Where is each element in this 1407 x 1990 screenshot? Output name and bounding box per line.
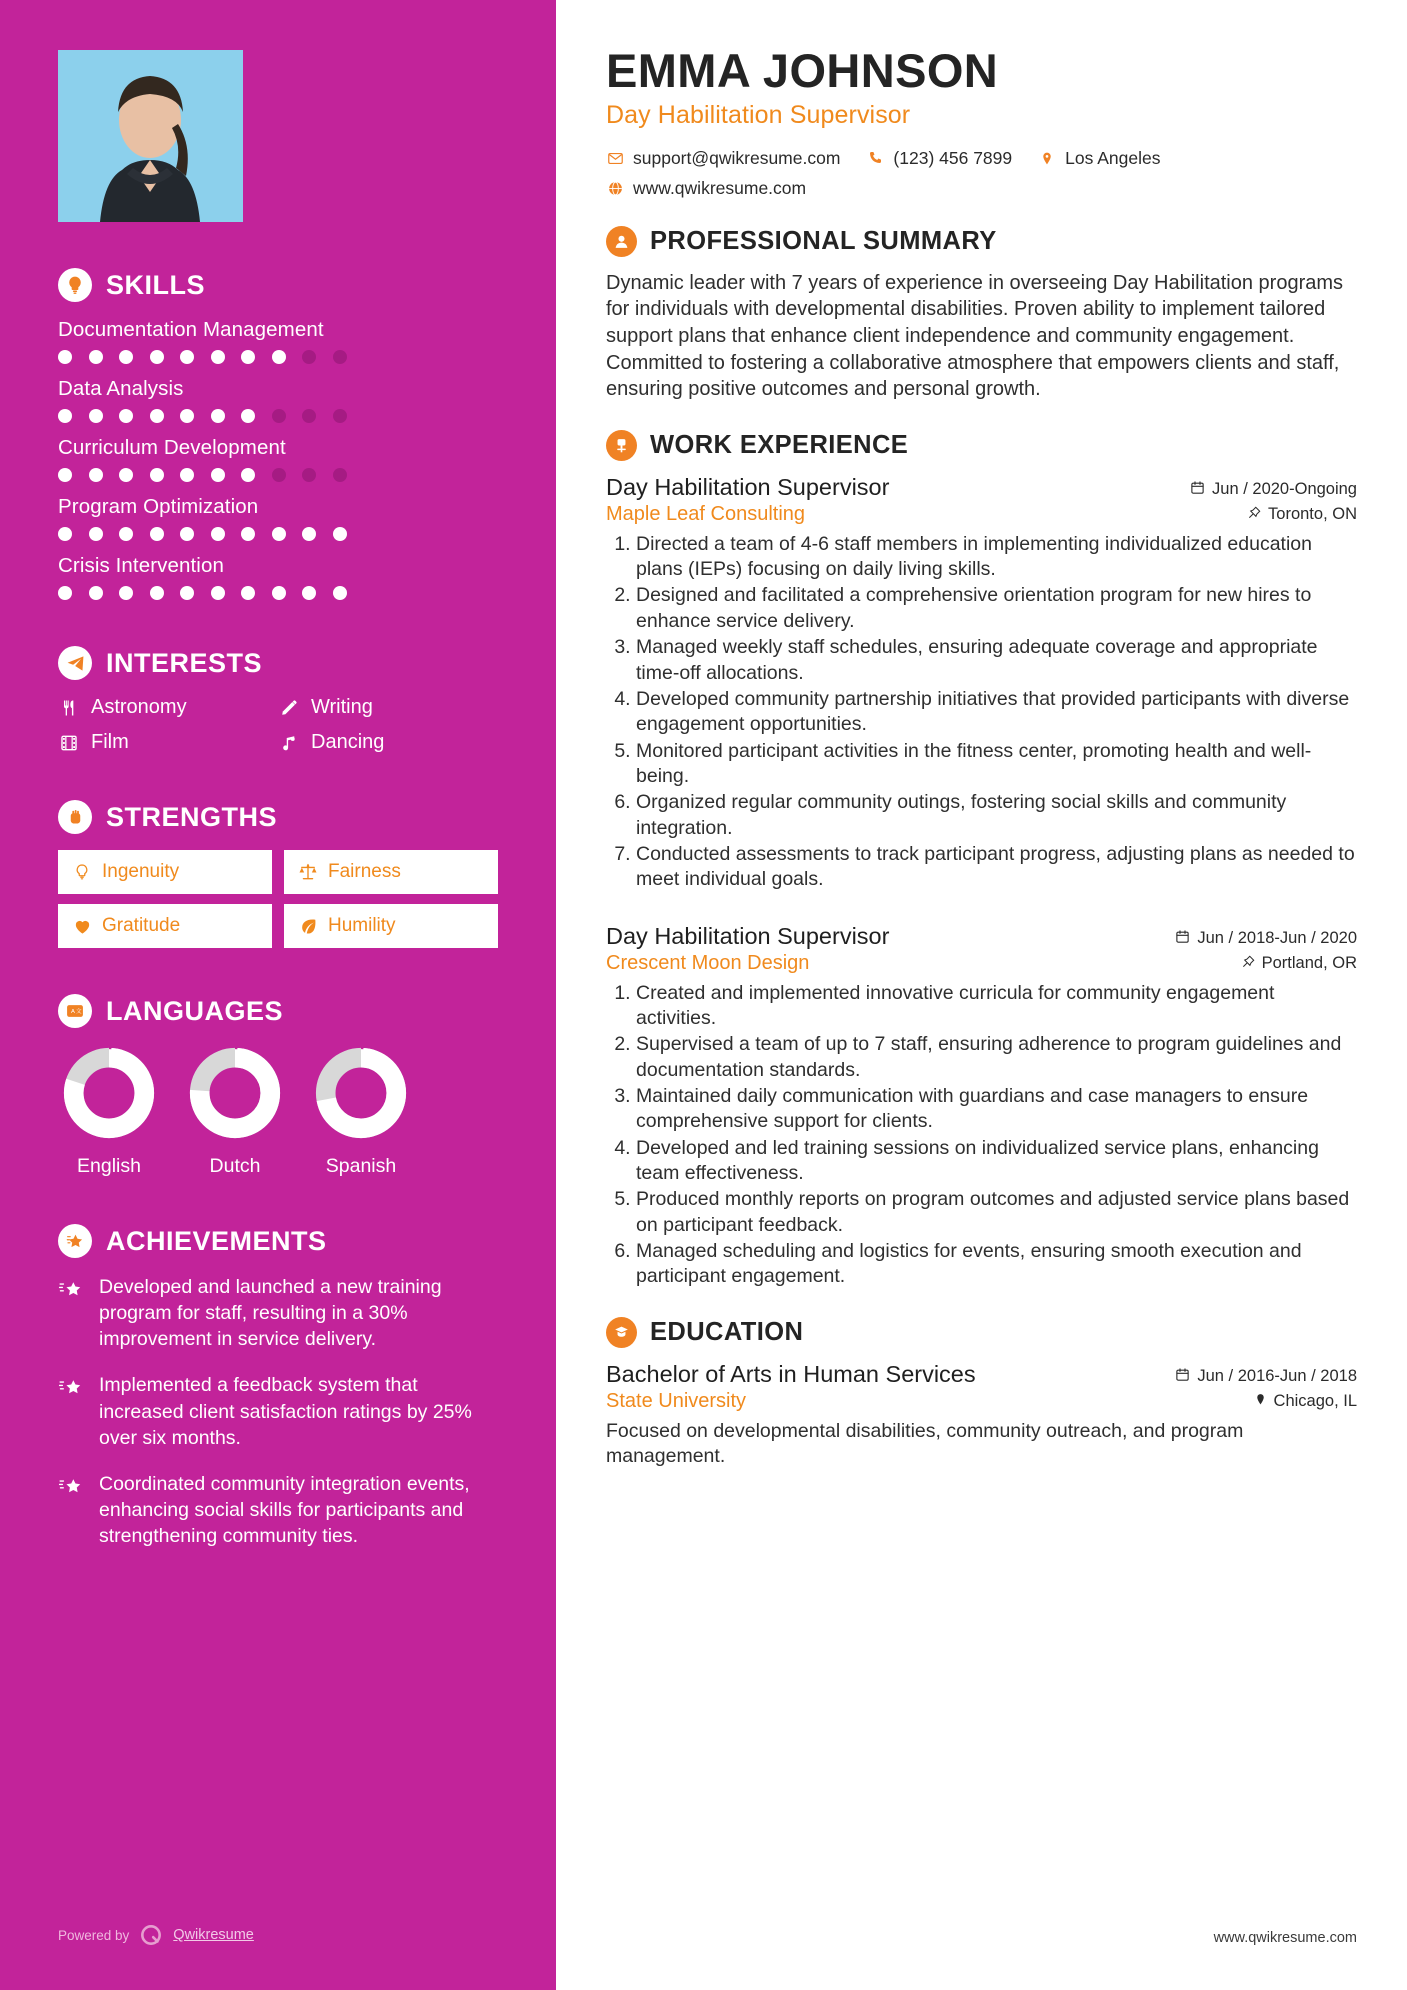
job-bullet: 3. Maintained daily communication with guardians and case managers to ensure comprehensive support for clients. <box>636 1084 1357 1135</box>
contact-text: (123) 456 7899 <box>893 147 1013 168</box>
job-location-text: Portland, OR <box>1261 954 1357 973</box>
skill-dot-filled <box>302 586 316 600</box>
translate-icon <box>58 994 92 1028</box>
skill-dot-filled <box>211 409 225 423</box>
strengths-section <box>58 800 498 948</box>
interest-item <box>58 731 278 754</box>
lightbulb-icon <box>72 862 92 882</box>
education-entry <box>606 1361 1357 1470</box>
pin-icon <box>1242 954 1255 974</box>
skill-dot-filled <box>211 527 225 541</box>
skill-dot-filled <box>89 350 103 364</box>
paper-plane-icon <box>58 646 92 680</box>
professional-summary-section <box>606 226 1357 403</box>
skill-name: Documentation Management <box>58 318 324 341</box>
leaf-icon <box>298 916 318 936</box>
skill-dot-filled <box>211 350 225 364</box>
achievements-header <box>58 1224 498 1258</box>
job-bullet: 6. Managed scheduling and logistics for events, ensuring smooth execution and participant engagement. <box>636 1239 1357 1290</box>
skill-dot-empty <box>302 468 316 482</box>
skill-rating-dots <box>58 350 498 364</box>
job-company: Maple Leaf Consulting <box>606 502 806 525</box>
job-head <box>606 474 1357 501</box>
contact-block <box>606 148 1357 199</box>
skill-dot-filled <box>58 527 72 541</box>
main-column <box>556 0 1407 1990</box>
skill-dot-filled <box>119 586 133 600</box>
skill-dot-filled <box>180 350 194 364</box>
job-dates-text: Jun / 2018-Jun / 2020 <box>1197 929 1357 948</box>
job-dates <box>1175 929 1357 949</box>
skill-rating-dots <box>58 468 498 482</box>
calendar-icon <box>1175 929 1190 949</box>
skill-dot-filled <box>58 409 72 423</box>
strengths-title: STRENGTHS <box>106 801 278 832</box>
languages-title: LANGUAGES <box>106 995 284 1026</box>
strength-chip <box>284 850 498 894</box>
skill-dot-filled <box>180 527 194 541</box>
skill-dot-filled <box>150 527 164 541</box>
contact-item-envelope[interactable] <box>606 148 840 169</box>
achievement-item <box>58 1372 498 1450</box>
skill-dot-filled <box>119 468 133 482</box>
skills-title: SKILLS <box>106 269 206 300</box>
pencil-icon <box>278 697 300 719</box>
interests-header <box>58 646 498 680</box>
svg-text:文: 文 <box>75 1009 82 1016</box>
skill-dot-filled <box>89 468 103 482</box>
job-bullet: 2. Supervised a team of up to 7 staff, ensuring adherence to program guidelines and documentation standards. <box>636 1032 1357 1083</box>
work-title: WORK EXPERIENCE <box>650 430 909 459</box>
achievement-text: Coordinated community integration events, enhancing social skills for participants and strengthening community ties. <box>99 1472 470 1547</box>
contact-line-website <box>606 178 1357 199</box>
education-dates <box>1175 1367 1357 1387</box>
education-entry-sub <box>606 1390 1357 1413</box>
skill-name: Data Analysis <box>58 377 184 400</box>
job-company: Crescent Moon Design <box>606 951 810 974</box>
education-title: EDUCATION <box>650 1317 804 1346</box>
envelope-icon <box>606 149 624 167</box>
skill-dot-empty <box>333 409 347 423</box>
graduate-icon <box>606 1317 637 1348</box>
strength-chip <box>58 904 272 948</box>
education-description: Focused on developmental disabilities, community outreach, and program management. <box>606 1419 1244 1468</box>
job-bullet: 6. Organized regular community outings, fostering social skills and community integration. <box>636 790 1357 841</box>
job-bullet: 1. Directed a team of 4-6 staff members in implementing individualized education plans (IEPs) focusing on daily living skills. <box>636 532 1357 583</box>
education-section <box>606 1317 1357 1470</box>
user-circle-icon <box>606 226 637 257</box>
skill-dot-filled <box>119 527 133 541</box>
skill-dot-empty <box>302 350 316 364</box>
strength-label: Fairness <box>328 861 401 882</box>
skill-dot-filled <box>119 409 133 423</box>
job-title: Day Habilitation Supervisor <box>606 922 890 949</box>
job-bullet: 3. Managed weekly staff schedules, ensuring adequate coverage and appropriate time-off allocations. <box>636 635 1357 686</box>
contact-text: Los Angeles <box>1065 147 1161 168</box>
skill-dot-filled <box>241 586 255 600</box>
job-head <box>606 923 1357 950</box>
profile-photo <box>58 50 243 222</box>
scales-icon <box>298 862 318 882</box>
education-location-text: Chicago, IL <box>1273 1392 1357 1411</box>
achievement-item <box>58 1471 498 1549</box>
contact-item-phone[interactable] <box>866 148 1012 169</box>
skill-dot-filled <box>150 409 164 423</box>
contact-website[interactable] <box>606 178 806 199</box>
achievement-text: Implemented a feedback system that increased client satisfaction ratings by 25% over six months. <box>99 1374 472 1449</box>
strength-label: Ingenuity <box>102 861 180 882</box>
skill-dot-empty <box>333 350 347 364</box>
job-bullet: 5. Produced monthly reports on program outcomes and adjusted service plans based on participant feedback. <box>636 1187 1357 1238</box>
job-bullet: 5. Monitored participant activities in the fitness center, promoting health and well-being. <box>636 739 1357 790</box>
job-entry <box>606 474 1357 893</box>
job-bullet: 4. Developed and led training sessions on individualized service plans, enhancing team effectiveness. <box>636 1136 1357 1187</box>
interests-section <box>58 646 498 754</box>
interest-label: Astronomy <box>91 696 187 718</box>
achievement-text: Developed and launched a new training program for staff, resulting in a 30% improvement in service delivery. <box>99 1276 442 1351</box>
job-location <box>1248 505 1357 525</box>
sidebar <box>0 0 556 1990</box>
interest-item <box>278 731 498 754</box>
jobs-list <box>606 474 1357 1290</box>
job-role-subtitle: Day Habilitation Supervisor <box>606 100 911 129</box>
strengths-list <box>58 850 498 948</box>
heart-icon <box>72 916 92 936</box>
job-bullet: 4. Developed community partnership initiatives that provided participants with diverse engagement opportunities. <box>636 687 1357 738</box>
job-dates <box>1190 480 1357 500</box>
skill-row <box>58 436 498 482</box>
avatar <box>58 50 243 222</box>
skill-name: Program Optimization <box>58 495 259 518</box>
job-entry <box>606 923 1357 1290</box>
contact-line-primary <box>606 148 1357 169</box>
language-donut-chart <box>186 1044 284 1142</box>
interest-item <box>58 696 278 719</box>
skill-dot-filled <box>180 409 194 423</box>
skill-dot-empty <box>272 468 286 482</box>
language-item <box>184 1044 286 1178</box>
language-item <box>58 1044 160 1178</box>
job-bullets <box>606 532 1357 893</box>
skill-row <box>58 318 498 364</box>
skills-header <box>58 268 498 302</box>
skill-dot-filled <box>302 527 316 541</box>
star-burst-icon <box>58 1224 92 1258</box>
skill-dot-empty <box>272 409 286 423</box>
achievement-item <box>58 1274 498 1352</box>
phone-icon <box>866 149 884 167</box>
work-header <box>606 430 1357 461</box>
achievements-list <box>58 1274 498 1549</box>
skill-dot-filled <box>58 468 72 482</box>
skill-rating-dots <box>58 409 498 423</box>
qwikresume-brand-link[interactable]: Qwikresume <box>173 1927 254 1943</box>
globe-icon <box>606 179 624 197</box>
skill-dot-filled <box>89 527 103 541</box>
interests-title: INTERESTS <box>106 647 263 678</box>
skill-dot-filled <box>89 586 103 600</box>
website-text: www.qwikresume.com <box>633 177 807 198</box>
summary-title: PROFESSIONAL SUMMARY <box>650 226 997 255</box>
education-location <box>1254 1392 1357 1412</box>
star-ach-icon <box>58 1274 86 1352</box>
skill-dot-filled <box>58 586 72 600</box>
work-experience-section <box>606 430 1357 1290</box>
interest-label: Dancing <box>311 731 385 753</box>
skill-dot-filled <box>272 350 286 364</box>
location-pin-icon <box>1038 149 1056 167</box>
skill-dot-filled <box>119 350 133 364</box>
skill-name: Curriculum Development <box>58 436 286 459</box>
column-divider <box>556 0 559 1990</box>
skills-section <box>58 268 498 600</box>
cutlery-icon <box>58 697 80 719</box>
skill-dot-filled <box>241 350 255 364</box>
languages-section <box>58 994 498 1178</box>
job-title: Day Habilitation Supervisor <box>606 473 890 500</box>
interest-label: Film <box>91 731 129 753</box>
skill-dot-filled <box>333 586 347 600</box>
skill-dot-filled <box>211 586 225 600</box>
page-title: EMMA JOHNSON <box>606 44 999 97</box>
achievements-section <box>58 1224 498 1549</box>
skill-dot-filled <box>58 350 72 364</box>
skill-row <box>58 495 498 541</box>
language-label: Spanish <box>325 1155 397 1177</box>
job-bullets <box>606 981 1357 1290</box>
star-ach-icon <box>58 1471 86 1549</box>
languages-header <box>58 994 498 1028</box>
film-strip-icon <box>58 732 80 754</box>
skill-dot-filled <box>150 350 164 364</box>
education-entry-head <box>606 1361 1357 1388</box>
skill-row <box>58 377 498 423</box>
skill-name: Crisis Intervention <box>58 554 224 577</box>
lightbulb-icon <box>58 268 92 302</box>
strengths-header <box>58 800 498 834</box>
skill-rating-dots <box>58 586 498 600</box>
language-label: English <box>77 1155 141 1177</box>
contact-text: support@qwikresume.com <box>633 147 841 168</box>
strength-label: Humility <box>328 915 396 936</box>
summary-header <box>606 226 1357 257</box>
skill-row <box>58 554 498 600</box>
job-location-text: Toronto, ON <box>1268 505 1357 524</box>
interest-label: Writing <box>311 696 373 718</box>
languages-list <box>58 1044 498 1178</box>
music-note-icon <box>278 732 300 754</box>
skill-rating-dots <box>58 527 498 541</box>
strength-chip <box>284 904 498 948</box>
skill-dot-empty <box>333 468 347 482</box>
fist-icon <box>58 800 92 834</box>
main-footer-url[interactable]: www.qwikresume.com <box>1213 1930 1357 1946</box>
skills-list <box>58 318 498 600</box>
skill-dot-filled <box>180 586 194 600</box>
interest-item <box>278 696 498 719</box>
job-bullet: 7. Conducted assessments to track participant progress, adjusting plans as needed to meet individual goals. <box>636 842 1357 893</box>
skill-dot-filled <box>150 586 164 600</box>
school-name: State University <box>606 1389 747 1412</box>
svg-text:A: A <box>71 1009 75 1016</box>
contact-item-location-pin[interactable] <box>1038 148 1160 169</box>
office-chair-icon <box>606 430 637 461</box>
degree-title: Bachelor of Arts in Human Services <box>606 1360 976 1387</box>
language-item <box>310 1044 412 1178</box>
education-dates-text: Jun / 2016-Jun / 2018 <box>1197 1367 1357 1386</box>
skill-dot-filled <box>211 468 225 482</box>
skill-dot-filled <box>241 468 255 482</box>
skill-dot-filled <box>241 409 255 423</box>
language-donut-chart <box>60 1044 158 1142</box>
skill-dot-filled <box>241 527 255 541</box>
skill-dot-filled <box>333 527 347 541</box>
strength-chip <box>58 850 272 894</box>
pin-icon <box>1254 1392 1267 1412</box>
skill-dot-filled <box>272 586 286 600</box>
education-header <box>606 1317 1357 1348</box>
skill-dot-filled <box>89 409 103 423</box>
language-donut-chart <box>312 1044 410 1142</box>
calendar-icon <box>1190 480 1205 500</box>
skill-dot-filled <box>272 527 286 541</box>
job-bullet: 1. Created and implemented innovative curricula for community engagement activities. <box>636 981 1357 1032</box>
job-sub <box>606 952 1357 975</box>
job-location <box>1242 954 1357 974</box>
job-bullet: 2. Designed and facilitated a comprehensive orientation program for new hires to enhance service delivery. <box>636 583 1357 634</box>
language-label: Dutch <box>209 1155 261 1177</box>
skill-dot-empty <box>302 409 316 423</box>
achievements-title: ACHIEVEMENTS <box>106 1225 327 1256</box>
star-ach-icon <box>58 1372 86 1450</box>
pin-icon <box>1248 505 1261 525</box>
job-dates-text: Jun / 2020-Ongoing <box>1212 480 1357 499</box>
interests-list <box>58 696 498 754</box>
calendar-icon <box>1175 1367 1190 1387</box>
qwikresume-logo-icon <box>138 1922 164 1948</box>
powered-by-label: Powered by <box>58 1927 130 1943</box>
skill-dot-filled <box>180 468 194 482</box>
sidebar-footer <box>58 1922 254 1948</box>
summary-text: Dynamic leader with 7 years of experience in overseeing Day Habilitation programs for individuals with developmental disabilities. Proven ability to implement tailored support plans that enhance client independence and community engagement. Committed to fostering a collaborative atmosphere that empowers clients and staff, ensuring positive outcomes and personal growth. <box>606 271 1344 401</box>
skill-dot-filled <box>150 468 164 482</box>
strength-label: Gratitude <box>102 915 181 936</box>
job-sub <box>606 503 1357 526</box>
